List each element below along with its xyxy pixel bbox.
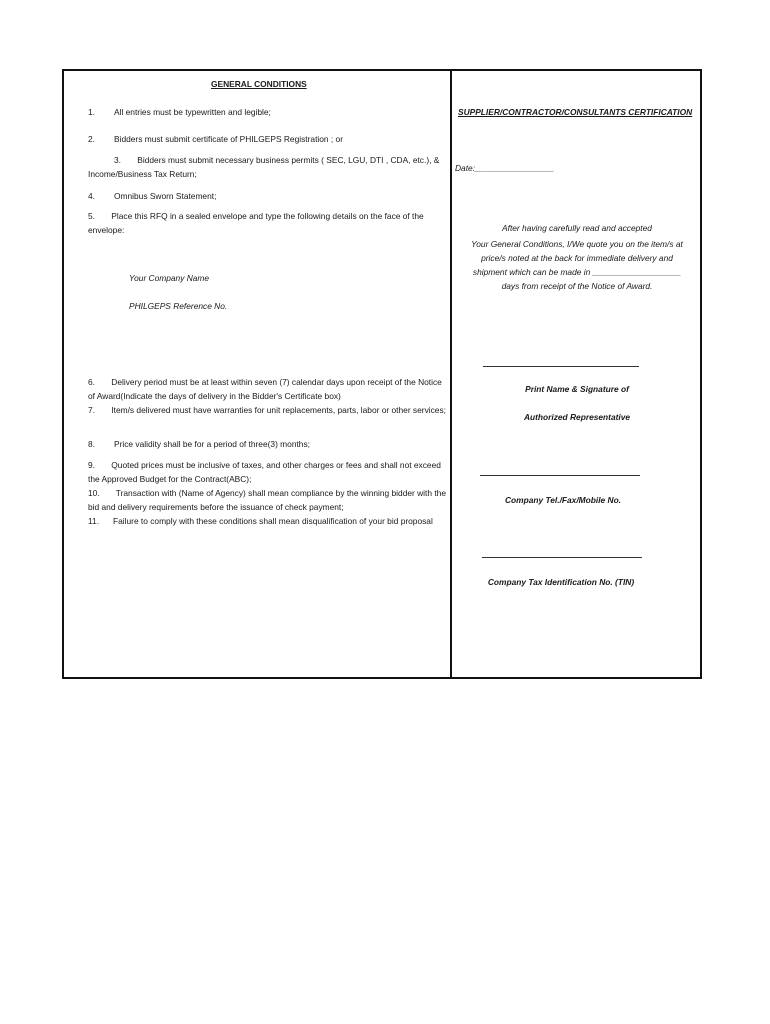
statement-line-3: price/s noted at the back for immediate delivery and <box>481 253 673 263</box>
condition-text: Item/s delivered must have warranties for unit replacements, parts, labor or other services; <box>111 405 446 415</box>
condition-item-6 <box>88 375 450 403</box>
condition-number: 9. <box>88 460 95 470</box>
statement-line-5: days from receipt of the Notice of Award. <box>501 281 653 291</box>
condition-item-2 <box>88 132 343 146</box>
tel-line <box>480 475 640 476</box>
envelope-company-name: Your Company Name <box>129 273 210 283</box>
condition-number: 10. <box>88 488 100 498</box>
condition-number: 11. <box>88 516 100 526</box>
company-tin-label: Company Tax Identification No. (TIN) <box>487 577 635 587</box>
condition-item-1 <box>88 105 271 119</box>
certification-title: SUPPLIER/CONTRACTOR/CONSULTANTS CERTIFICATION <box>458 107 693 117</box>
condition-text: Transaction with (Name of Agency) shall mean compliance by the winning bidder with the bid and delivery requirements before the issuance of check payment; <box>88 488 446 512</box>
company-tel-label: Company Tel./Fax/Mobile No. <box>504 495 622 505</box>
column-divider <box>450 69 452 679</box>
condition-text: Bidders must submit certificate of PHILGEPS Registration ; or <box>114 134 344 144</box>
statement-line-2: Your General Conditions, I/We quote you on the item/s at <box>471 239 683 249</box>
statement-line-4: shipment which can be made in ___________________ <box>472 267 682 277</box>
signature-line <box>483 366 639 367</box>
condition-text: Bidders must submit necessary business permits ( SEC, LGU, DTI , CDA, etc.), & Income/Business Tax Return; <box>88 155 440 179</box>
envelope-reference-no: PHILGEPS Reference No. <box>129 301 228 311</box>
condition-number: 7. <box>88 405 95 415</box>
date-field: Date:_________________ <box>455 163 555 173</box>
condition-text: Quoted prices must be inclusive of taxes, and other charges or fees and shall not exceed the Approved Budget for the Contract(ABC); <box>88 460 441 484</box>
condition-text: All entries must be typewritten and legible; <box>114 107 271 117</box>
condition-item-9 <box>88 458 448 486</box>
condition-item-7 <box>88 403 450 417</box>
statement-line-1: After having carefully read and accepted <box>502 223 652 233</box>
condition-item-4 <box>88 189 216 203</box>
condition-text: Place this RFQ in a sealed envelope and type the following details on the face of the envelope: <box>88 211 424 235</box>
condition-item-11 <box>88 514 448 528</box>
condition-item-10 <box>88 486 450 514</box>
condition-text: Failure to comply with these conditions shall mean disqualification of your bid proposal <box>113 516 433 526</box>
condition-text: Delivery period must be at least within seven (7) calendar days upon receipt of the Notice of Award(Indicate the days of delivery in the Bidder's Certificate box) <box>88 377 442 401</box>
condition-number: 4. <box>88 191 95 201</box>
condition-text: Omnibus Sworn Statement; <box>114 191 217 201</box>
condition-item-3 <box>88 153 448 181</box>
condition-number: 5. <box>88 211 95 221</box>
condition-number: 6. <box>88 377 95 387</box>
signature-label-1: Print Name & Signature of <box>525 384 629 394</box>
condition-number: 3. <box>114 155 121 165</box>
condition-item-8 <box>88 437 310 451</box>
tin-line <box>482 557 642 558</box>
condition-number: 8. <box>88 439 95 449</box>
condition-number: 1. <box>88 107 95 117</box>
signature-label-2: Authorized Representative <box>523 412 631 422</box>
condition-text: Price validity shall be for a period of three(3) months; <box>114 439 310 449</box>
condition-number: 2. <box>88 134 95 144</box>
general-conditions-title: GENERAL CONDITIONS <box>211 79 307 89</box>
condition-item-5 <box>88 209 448 237</box>
